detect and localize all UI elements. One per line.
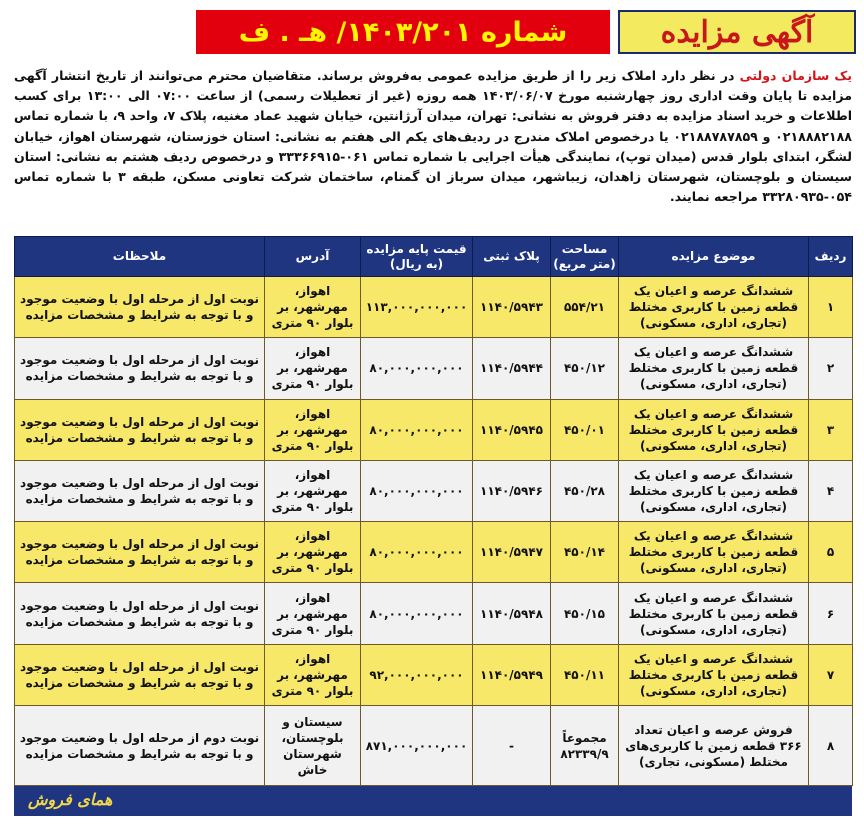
cell-subject: ششدانگ عرصه و اعیان یک قطعه زمین با کاربری مختلط (تجاری، اداری، مسکونی) <box>619 522 809 583</box>
cell-subject: فروش عرصه و اعیان تعداد ۳۶۶ قطعه زمین با کاربری‌های مختلط (مسکونی، تجاری) <box>619 706 809 786</box>
cell-subject: ششدانگ عرصه و اعیان یک قطعه زمین با کاربری مختلط (تجاری، اداری، مسکونی) <box>619 644 809 705</box>
cell-row-number: ۳ <box>809 399 853 460</box>
cell-address: اهواز، مهرشهر، بر بلوار ۹۰ متری <box>265 338 361 399</box>
notice-header <box>196 10 856 54</box>
cell-plate: ۱۱۴۰/۵۹۴۹ <box>473 644 551 705</box>
cell-subject: ششدانگ عرصه و اعیان یک قطعه زمین با کاربری مختلط (تجاری، اداری، مسکونی) <box>619 460 809 521</box>
cell-area: ۴۵۰/۱۲ <box>551 338 619 399</box>
notice-footer <box>14 786 852 816</box>
header-notes: ملاحظات <box>15 237 265 277</box>
cell-notes: نوبت دوم از مرحله اول با وضعیت موجود و با توجه به شرایط و مشخصات مزایده <box>15 706 265 786</box>
cell-notes: نوبت اول از مرحله اول با وضعیت موجود و با توجه به شرایط و مشخصات مزایده <box>15 583 265 644</box>
cell-area: ۴۵۰/۲۸ <box>551 460 619 521</box>
cell-address: اهواز، مهرشهر، بر بلوار ۹۰ متری <box>265 644 361 705</box>
cell-address: اهواز، مهرشهر، بر بلوار ۹۰ متری <box>265 522 361 583</box>
intro-text: در نظر دارد املاک زیر را از طریق مزایده عمومی به‌فروش برساند. متقاضیان محترم می‌توانند از تاریخ انتشار آگهی مزایده تا پایان وقت اداری روز چهارشنبه مورخ ۱۴۰۳/۰۶/۰۷ همه روزه (غیر از تعطیلات رسمی) از ساعت ۰۷:۰۰ الی ۱۳:۰۰ برای کسب اطلاعات و خرید اسناد مزایده به دفتر فروش به نشانی: تهران، میدان آرژانتین، خیابان شهید عماد مغنیه، پلاک ۷، واحد ۹، با شماره تماس ۰۲۱۸۸۸۲۱۸۸ و ۰۲۱۸۸۷۸۷۸۵۹ یا درخصوص املاک مندرج در ردیف‌های یکم الی هفتم به نشانی: استان خوزستان، شهرستان اهواز، خیابان لشگر، ابتدای بلوار قدس (میدان توپ)، نمایندگی هیأت اجرایی با شماره تماس ۰۶۱-۳۳۳۶۶۹۱۵ و درخصوص ردیف هشتم به نشانی: استان سیستان و بلوچستان، شهرستان زاهدان، زیباشهر، میدان سرباز ان گمنام، ساختمان شرکت تعاونی مسکن، طبقه ۳ با شماره تماس ۰۵۴-۳۳۲۸۰۹۳۵ مراجعه نمایند. <box>14 68 853 205</box>
cell-price: ۸۰,۰۰۰,۰۰۰,۰۰۰ <box>361 399 473 460</box>
header-area: مساحت (متر مربع) <box>551 237 619 277</box>
table-row <box>15 338 853 399</box>
cell-row-number: ۱ <box>809 277 853 338</box>
header-price: قیمت پایه مزایده (به ریال) <box>361 237 473 277</box>
organization-name: یک سازمان دولتی <box>739 68 852 83</box>
cell-area: ۴۵۰/۰۱ <box>551 399 619 460</box>
cell-price: ۸۷۱,۰۰۰,۰۰۰,۰۰۰ <box>361 706 473 786</box>
notice-number: شماره ۱۴۰۳/۲۰۱/ هـ . ف <box>196 10 610 54</box>
cell-address: اهواز، مهرشهر، بر بلوار ۹۰ متری <box>265 277 361 338</box>
cell-notes: نوبت اول از مرحله اول با وضعیت موجود و با توجه به شرایط و مشخصات مزایده <box>15 460 265 521</box>
table-header-row <box>15 237 853 277</box>
table-row <box>15 399 853 460</box>
cell-price: ۱۱۳,۰۰۰,۰۰۰,۰۰۰ <box>361 277 473 338</box>
cell-plate: ۱۱۴۰/۵۹۴۷ <box>473 522 551 583</box>
header-subject: موضوع مزایده <box>619 237 809 277</box>
cell-subject: ششدانگ عرصه و اعیان یک قطعه زمین با کاربری مختلط (تجاری، اداری، مسکونی) <box>619 338 809 399</box>
cell-notes: نوبت اول از مرحله اول با وضعیت موجود و با توجه به شرایط و مشخصات مزایده <box>15 338 265 399</box>
table-row <box>15 460 853 521</box>
cell-subject: ششدانگ عرصه و اعیان یک قطعه زمین با کاربری مختلط (تجاری، اداری، مسکونی) <box>619 583 809 644</box>
cell-address: اهواز، مهرشهر، بر بلوار ۹۰ متری <box>265 399 361 460</box>
cell-address: اهواز، مهرشهر، بر بلوار ۹۰ متری <box>265 460 361 521</box>
cell-notes: نوبت اول از مرحله اول با وضعیت موجود و با توجه به شرایط و مشخصات مزایده <box>15 399 265 460</box>
cell-plate: ۱۱۴۰/۵۹۴۸ <box>473 583 551 644</box>
auction-table <box>14 236 853 786</box>
table-row <box>15 522 853 583</box>
cell-address: اهواز، مهرشهر، بر بلوار ۹۰ متری <box>265 583 361 644</box>
notice-intro <box>14 66 852 207</box>
cell-plate: ۱۱۴۰/۵۹۴۴ <box>473 338 551 399</box>
table-row <box>15 644 853 705</box>
cell-plate: ۱۱۴۰/۵۹۴۶ <box>473 460 551 521</box>
header-plate: پلاک ثبتی <box>473 237 551 277</box>
cell-subject: ششدانگ عرصه و اعیان یک قطعه زمین با کاربری مختلط (تجاری، اداری، مسکونی) <box>619 277 809 338</box>
cell-row-number: ۵ <box>809 522 853 583</box>
cell-price: ۸۰,۰۰۰,۰۰۰,۰۰۰ <box>361 338 473 399</box>
table-row <box>15 583 853 644</box>
cell-price: ۸۰,۰۰۰,۰۰۰,۰۰۰ <box>361 460 473 521</box>
cell-notes: نوبت اول از مرحله اول با وضعیت موجود و با توجه به شرایط و مشخصات مزایده <box>15 522 265 583</box>
publisher-brand: همای فروش <box>28 790 113 809</box>
cell-area: ۴۵۰/۱۴ <box>551 522 619 583</box>
cell-area: مجموعاً ۸۲۳۳۹/۹ <box>551 706 619 786</box>
cell-row-number: ۲ <box>809 338 853 399</box>
cell-price: ۸۰,۰۰۰,۰۰۰,۰۰۰ <box>361 583 473 644</box>
cell-area: ۴۵۰/۱۵ <box>551 583 619 644</box>
cell-plate: - <box>473 706 551 786</box>
header-row-number: ردیف <box>809 237 853 277</box>
cell-row-number: ۴ <box>809 460 853 521</box>
table-row <box>15 277 853 338</box>
notice-title: آگهی مزایده <box>618 10 856 54</box>
cell-area: ۴۵۰/۱۱ <box>551 644 619 705</box>
cell-plate: ۱۱۴۰/۵۹۴۵ <box>473 399 551 460</box>
cell-row-number: ۶ <box>809 583 853 644</box>
header-address: آدرس <box>265 237 361 277</box>
cell-address: سیستان و بلوچستان، شهرستان خاش <box>265 706 361 786</box>
cell-subject: ششدانگ عرصه و اعیان یک قطعه زمین با کاربری مختلط (تجاری، اداری، مسکونی) <box>619 399 809 460</box>
cell-plate: ۱۱۴۰/۵۹۴۳ <box>473 277 551 338</box>
cell-price: ۸۰,۰۰۰,۰۰۰,۰۰۰ <box>361 522 473 583</box>
table-row <box>15 706 853 786</box>
cell-row-number: ۷ <box>809 644 853 705</box>
cell-notes: نوبت اول از مرحله اول با وضعیت موجود و با توجه به شرایط و مشخصات مزایده <box>15 277 265 338</box>
cell-area: ۵۵۴/۲۱ <box>551 277 619 338</box>
cell-price: ۹۲,۰۰۰,۰۰۰,۰۰۰ <box>361 644 473 705</box>
cell-notes: نوبت اول از مرحله اول با وضعیت موجود و با توجه به شرایط و مشخصات مزایده <box>15 644 265 705</box>
cell-row-number: ۸ <box>809 706 853 786</box>
